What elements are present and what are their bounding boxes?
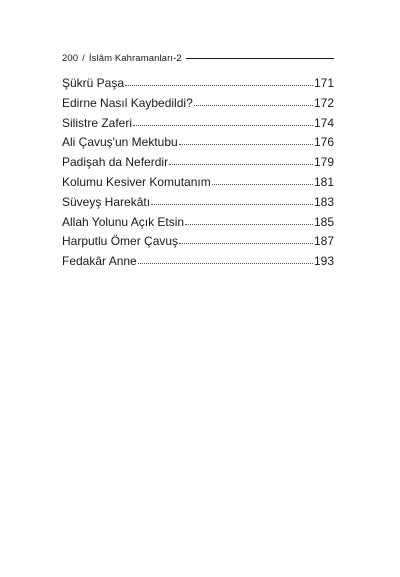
toc-entry <box>62 116 334 136</box>
toc-entry-page: 171 <box>313 76 334 90</box>
toc-entry-page: 174 <box>313 115 334 130</box>
header-book-title: İslâm Kahramanları-2 <box>88 52 182 64</box>
header-separator: / <box>82 52 85 64</box>
toc-entry-page: 193 <box>313 254 334 269</box>
toc-entry-page: 179 <box>313 155 334 170</box>
toc-dot-leader <box>212 183 313 185</box>
toc-entry-page: 181 <box>313 174 334 189</box>
toc-dot-leader <box>151 203 313 205</box>
toc-dot-leader <box>133 124 313 126</box>
toc-entry-page: 172 <box>313 95 334 110</box>
toc-dot-leader <box>138 262 313 264</box>
toc-entry-page: 185 <box>313 214 334 229</box>
toc-entry-title: Harputlu Ömer Çavuş <box>62 234 179 249</box>
toc-entry <box>62 155 334 175</box>
toc-dot-leader <box>169 163 313 165</box>
toc-dot-leader <box>194 104 313 106</box>
toc-entry-title: Padişah da Neferdir <box>62 155 169 170</box>
running-header <box>62 51 334 65</box>
toc-entry-title: Şükrü Paşa <box>62 76 125 90</box>
table-of-contents <box>62 76 334 274</box>
toc-dot-leader <box>179 143 313 145</box>
toc-entry <box>62 215 334 235</box>
toc-entry-title: Silistre Zaferi <box>62 115 133 130</box>
toc-entry-title: Süveyş Harekâtı <box>62 194 151 209</box>
toc-dot-leader <box>179 242 313 244</box>
toc-entry <box>62 175 334 195</box>
toc-entry-page: 187 <box>313 234 334 249</box>
header-page-number: 200 <box>62 52 79 64</box>
toc-entry-title: Kolumu Kesiver Komutanım <box>62 174 211 189</box>
toc-entry-title: Ali Çavuş'un Mektubu <box>62 135 178 150</box>
header-rule <box>186 58 334 59</box>
toc-dot-leader <box>185 223 313 225</box>
toc-entry <box>62 254 334 274</box>
toc-entry-title: Edirne Nasıl Kaybedildi? <box>62 95 193 110</box>
toc-dot-leader <box>125 84 313 86</box>
toc-entry-page: 183 <box>313 194 334 209</box>
toc-entry-title: Fedakâr Anne <box>62 254 137 269</box>
toc-entry <box>62 76 334 96</box>
toc-entry <box>62 234 334 254</box>
toc-entry-title: Allah Yolunu Açık Etsin <box>62 214 185 229</box>
toc-entry <box>62 195 334 215</box>
toc-entry <box>62 135 334 155</box>
toc-entry <box>62 96 334 116</box>
toc-entry-page: 176 <box>313 135 334 150</box>
